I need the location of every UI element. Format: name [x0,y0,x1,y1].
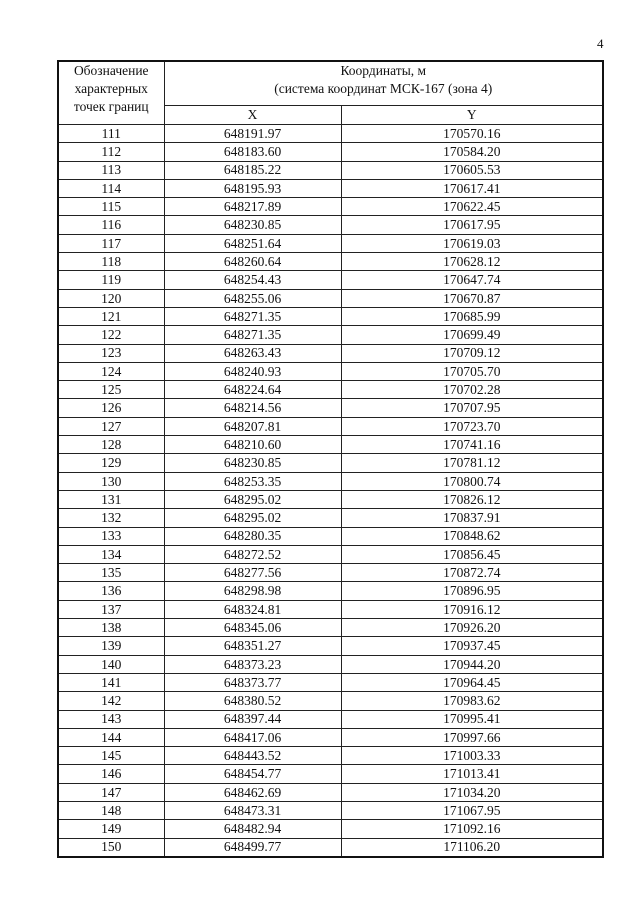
x-coordinate-cell: 648351.27 [164,637,341,655]
point-id-cell: 148 [58,801,164,819]
table-row [58,747,603,765]
point-id-cell: 146 [58,765,164,783]
point-id-cell: 132 [58,509,164,527]
point-id-cell: 128 [58,436,164,454]
x-coordinate-cell: 648191.97 [164,125,341,143]
y-column-header: Y [341,105,603,124]
table-row [58,765,603,783]
y-coordinate-cell: 171034.20 [341,783,603,801]
coordinates-header [164,61,603,105]
table-row [58,820,603,838]
table-row [58,143,603,161]
table-row [58,234,603,252]
table-row [58,307,603,325]
y-coordinate-cell: 170617.41 [341,179,603,197]
x-coordinate-cell: 648195.93 [164,179,341,197]
x-coordinate-cell: 648255.06 [164,289,341,307]
y-coordinate-cell: 170702.28 [341,381,603,399]
y-coordinate-cell: 170584.20 [341,143,603,161]
table-row [58,783,603,801]
x-coordinate-cell: 648230.85 [164,454,341,472]
point-id-cell: 143 [58,710,164,728]
y-coordinate-cell: 170619.03 [341,234,603,252]
table-row [58,179,603,197]
x-coordinate-cell: 648482.94 [164,820,341,838]
point-id-cell: 139 [58,637,164,655]
y-coordinate-cell: 170605.53 [341,161,603,179]
point-id-cell: 118 [58,253,164,271]
table-row [58,600,603,618]
x-coordinate-cell: 648251.64 [164,234,341,252]
y-coordinate-cell: 170709.12 [341,344,603,362]
y-coordinate-cell: 171067.95 [341,801,603,819]
table-row [58,436,603,454]
x-coordinate-cell: 648271.35 [164,326,341,344]
page-number: 4 [597,36,604,51]
point-id-cell: 127 [58,417,164,435]
x-coordinate-cell: 648254.43 [164,271,341,289]
x-coordinate-cell: 648499.77 [164,838,341,857]
table-row [58,198,603,216]
table-row [58,564,603,582]
x-coordinate-cell: 648271.35 [164,307,341,325]
point-id-cell: 116 [58,216,164,234]
table-row [58,161,603,179]
y-coordinate-cell: 170937.45 [341,637,603,655]
table-row [58,728,603,746]
point-id-cell: 144 [58,728,164,746]
y-coordinate-cell: 170856.45 [341,545,603,563]
point-id-cell: 119 [58,271,164,289]
coordinates-title: Координаты, м [340,63,427,78]
point-id-cell: 150 [58,838,164,857]
x-coordinate-cell: 648214.56 [164,399,341,417]
point-id-cell: 122 [58,326,164,344]
table-row [58,472,603,490]
y-coordinate-cell: 170964.45 [341,673,603,691]
point-id-cell: 114 [58,179,164,197]
table-row [58,490,603,508]
point-id-cell: 135 [58,564,164,582]
y-coordinate-cell: 170926.20 [341,619,603,637]
point-id-cell: 125 [58,381,164,399]
point-id-cell: 133 [58,527,164,545]
x-coordinate-cell: 648397.44 [164,710,341,728]
table-row [58,509,603,527]
y-coordinate-cell: 170872.74 [341,564,603,582]
x-coordinate-cell: 648324.81 [164,600,341,618]
x-coordinate-cell: 648185.22 [164,161,341,179]
point-id-cell: 136 [58,582,164,600]
point-id-cell: 126 [58,399,164,417]
point-label-line-3: точек границ [73,99,149,114]
y-coordinate-cell: 171013.41 [341,765,603,783]
y-coordinate-cell: 170617.95 [341,216,603,234]
table-row [58,655,603,673]
table-row [58,253,603,271]
x-coordinate-cell: 648373.77 [164,673,341,691]
table-row [58,710,603,728]
point-id-cell: 130 [58,472,164,490]
y-coordinate-cell: 170628.12 [341,253,603,271]
point-id-cell: 149 [58,820,164,838]
x-column-header: X [164,105,341,124]
y-coordinate-cell: 170983.62 [341,692,603,710]
y-coordinate-cell: 170800.74 [341,472,603,490]
y-coordinate-cell: 170995.41 [341,710,603,728]
table-row [58,582,603,600]
point-id-cell: 112 [58,143,164,161]
x-coordinate-cell: 648380.52 [164,692,341,710]
table-row [58,545,603,563]
point-id-cell: 134 [58,545,164,563]
x-coordinate-cell: 648295.02 [164,490,341,508]
table-row [58,619,603,637]
y-coordinate-cell: 171092.16 [341,820,603,838]
point-id-cell: 141 [58,673,164,691]
y-coordinate-cell: 170570.16 [341,125,603,143]
point-id-cell: 145 [58,747,164,765]
x-coordinate-cell: 648277.56 [164,564,341,582]
x-coordinate-cell: 648217.89 [164,198,341,216]
x-coordinate-cell: 648224.64 [164,381,341,399]
point-label-line-1: Обозначение [73,63,149,78]
y-coordinate-cell: 170723.70 [341,417,603,435]
point-id-cell: 117 [58,234,164,252]
table-row [58,344,603,362]
y-coordinate-cell: 170707.95 [341,399,603,417]
table-row [58,125,603,143]
y-coordinate-cell: 170741.16 [341,436,603,454]
table-row [58,838,603,857]
x-coordinate-cell: 648280.35 [164,527,341,545]
point-id-cell: 138 [58,619,164,637]
y-coordinate-cell: 170781.12 [341,454,603,472]
table-row [58,527,603,545]
table-row [58,417,603,435]
point-label-header [58,61,164,125]
x-coordinate-cell: 648230.85 [164,216,341,234]
y-coordinate-cell: 170826.12 [341,490,603,508]
table-row [58,637,603,655]
table-row [58,801,603,819]
x-coordinate-cell: 648183.60 [164,143,341,161]
point-label-line-2: характерных [74,81,148,96]
x-coordinate-cell: 648454.77 [164,765,341,783]
x-coordinate-cell: 648260.64 [164,253,341,271]
y-coordinate-cell: 170896.95 [341,582,603,600]
table-row [58,362,603,380]
x-coordinate-cell: 648263.43 [164,344,341,362]
y-coordinate-cell: 170685.99 [341,307,603,325]
point-id-cell: 142 [58,692,164,710]
y-coordinate-cell: 170916.12 [341,600,603,618]
x-coordinate-cell: 648473.31 [164,801,341,819]
point-id-cell: 113 [58,161,164,179]
y-coordinate-cell: 171003.33 [341,747,603,765]
point-id-cell: 137 [58,600,164,618]
y-coordinate-cell: 170670.87 [341,289,603,307]
coordinates-subtitle: (система координат МСК-167 (зона 4) [274,81,493,96]
y-coordinate-cell: 171106.20 [341,838,603,857]
y-coordinate-cell: 170699.49 [341,326,603,344]
x-coordinate-cell: 648462.69 [164,783,341,801]
x-coordinate-cell: 648295.02 [164,509,341,527]
x-coordinate-cell: 648417.06 [164,728,341,746]
table-row [58,381,603,399]
x-coordinate-cell: 648298.98 [164,582,341,600]
y-coordinate-cell: 170848.62 [341,527,603,545]
coordinates-table [57,60,604,858]
x-coordinate-cell: 648373.23 [164,655,341,673]
table-row [58,326,603,344]
table-row [58,692,603,710]
table-row [58,399,603,417]
x-coordinate-cell: 648240.93 [164,362,341,380]
point-id-cell: 115 [58,198,164,216]
point-id-cell: 131 [58,490,164,508]
point-id-cell: 121 [58,307,164,325]
y-coordinate-cell: 170622.45 [341,198,603,216]
y-coordinate-cell: 170837.91 [341,509,603,527]
table-row [58,271,603,289]
table-row [58,454,603,472]
x-coordinate-cell: 648272.52 [164,545,341,563]
point-id-cell: 111 [58,125,164,143]
y-coordinate-cell: 170705.70 [341,362,603,380]
point-id-cell: 147 [58,783,164,801]
point-id-cell: 124 [58,362,164,380]
table-row [58,673,603,691]
x-coordinate-cell: 648345.06 [164,619,341,637]
x-coordinate-cell: 648253.35 [164,472,341,490]
y-coordinate-cell: 170997.66 [341,728,603,746]
point-id-cell: 123 [58,344,164,362]
y-coordinate-cell: 170647.74 [341,271,603,289]
x-coordinate-cell: 648443.52 [164,747,341,765]
point-id-cell: 129 [58,454,164,472]
table-row [58,216,603,234]
table-body [58,125,603,857]
point-id-cell: 120 [58,289,164,307]
y-coordinate-cell: 170944.20 [341,655,603,673]
table-row [58,289,603,307]
x-coordinate-cell: 648210.60 [164,436,341,454]
x-coordinate-cell: 648207.81 [164,417,341,435]
point-id-cell: 140 [58,655,164,673]
